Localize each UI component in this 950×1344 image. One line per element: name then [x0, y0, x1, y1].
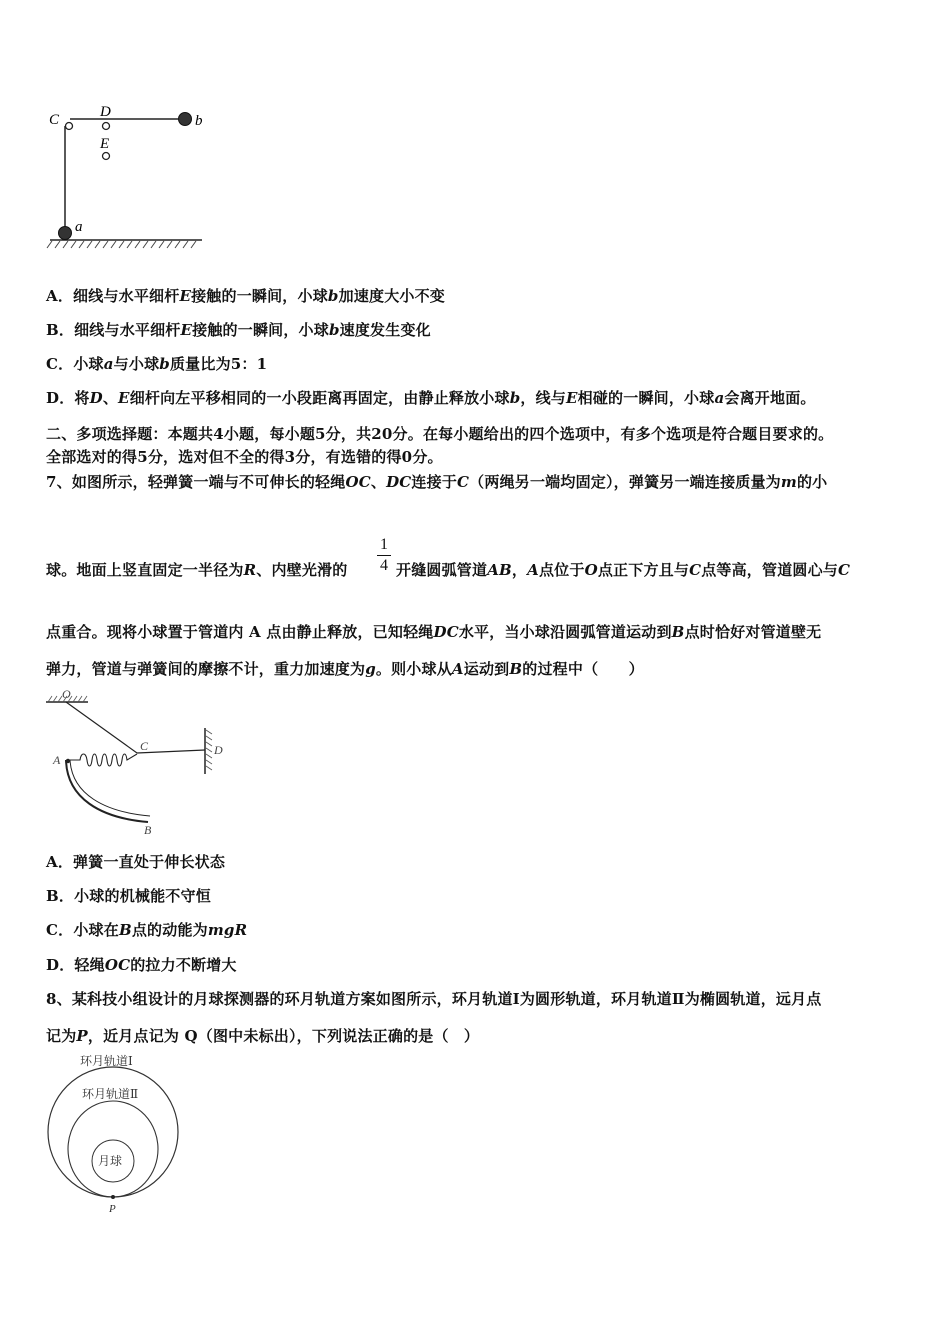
- q6-option-a[interactable]: A．细线与水平细杆E接触的一瞬间，小球b加速度大小不变: [46, 287, 446, 305]
- orbit2-label: 环月轨道Ⅱ: [82, 1087, 139, 1101]
- label-B: B: [144, 823, 152, 837]
- q7-option-c[interactable]: C．小球在B点的动能为mgR: [46, 921, 248, 939]
- quarter-fraction: [374, 535, 394, 576]
- q7-line2-part2: 开缝圆弧管道AB，A点位于O点正下方且与C点等高，管道圆心与C: [396, 561, 851, 579]
- fraction-numerator: 1: [380, 536, 388, 553]
- q8-line2: 记为P，近月点记为 Q（图中未标出），下列说法正确的是（ ）: [46, 1027, 480, 1045]
- section2-line1: 二、多项选择题：本题共4小题，每小题5分，共20分。在每小题给出的四个选项中，有多个选项是符合题目要求的。: [46, 425, 834, 443]
- label-E: E: [100, 136, 110, 152]
- label-P: P: [109, 1203, 116, 1215]
- label-a: a: [75, 219, 83, 235]
- figure-rod-balls: [40, 98, 220, 250]
- section2-line2: 全部选对的得5分，选对但不全的得3分，有选错的得0分。: [46, 448, 443, 466]
- q7-line4: 弹力，管道与弹簧间的摩擦不计，重力加速度为g。则小球从A运动到B的过程中（ ）: [46, 660, 644, 678]
- label-A: A: [53, 753, 61, 767]
- label-C: C: [49, 112, 60, 128]
- q7-option-d[interactable]: D．轻绳OC的拉力不断增大: [46, 956, 237, 974]
- label-D: D: [100, 104, 111, 120]
- q8-line1: 8、某科技小组设计的月球探测器的环月轨道方案如图所示，环月轨道Ⅰ为圆形轨道，环月轨道Ⅱ为椭圆轨道，远月点: [46, 990, 822, 1008]
- q7-option-b[interactable]: B．小球的机械能不守恒: [46, 887, 211, 905]
- label-O: O: [62, 688, 71, 701]
- label-b: b: [195, 113, 203, 129]
- q6-option-d[interactable]: D．将D、E细杆向左平移相同的一小段距离再固定，由静止释放小球b，线与E相碰的一瞬间，小球a会离开地面。: [46, 389, 816, 407]
- q7-option-a[interactable]: A．弹簧一直处于伸长状态: [46, 853, 226, 871]
- q7-line2-part1: 球。地面上竖直固定一半径为R、内壁光滑的: [46, 561, 348, 579]
- figure-lunar-orbits: [40, 1050, 190, 1220]
- q6-option-c[interactable]: C．小球a与小球b质量比为5：1: [46, 355, 268, 373]
- moon-label: 月球: [98, 1154, 123, 1168]
- fraction-denominator: 4: [380, 557, 388, 574]
- figure-spring-pipe: [40, 688, 240, 838]
- label-C: C: [140, 739, 149, 753]
- q7-line1: 7、如图所示，轻弹簧一端与不可伸长的轻绳OC、DC连接于C（两绳另一端均固定），弹簧另一端连接质量为m的小: [46, 473, 828, 491]
- q6-option-b[interactable]: B．细线与水平细杆E接触的一瞬间，小球b速度发生变化: [46, 321, 431, 339]
- orbit1-label: 环月轨道Ⅰ: [80, 1054, 133, 1068]
- label-D: D: [214, 743, 223, 757]
- q7-line3: 点重合。现将小球置于管道内 A 点由静止释放，已知轻绳DC水平，当小球沿圆弧管道运动到B点时恰好对管道壁无: [46, 623, 822, 641]
